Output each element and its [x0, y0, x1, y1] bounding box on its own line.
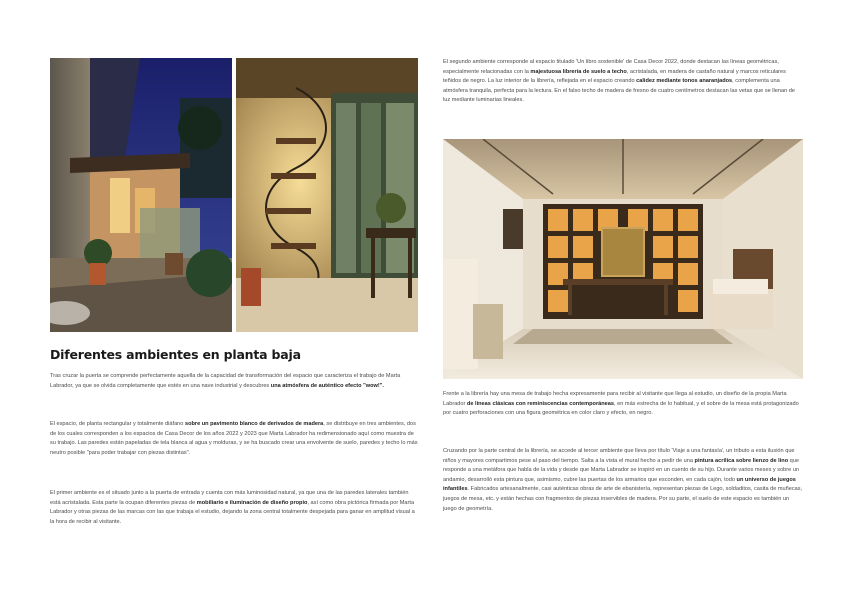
text-segment: , en más estrecha de lo habitual, y el sobre de la mesa está protagonizado por cuatro perforaciones con una figura geométrica en color claro y efecto, en negro.: [443, 400, 799, 417]
bold-segment: calidez mediante tonos anaranjados: [636, 78, 733, 85]
terrace-photo: [50, 58, 232, 332]
text-segment: que responde a una metáfora que habla de la vida y desde que Marta Labrador se inspiró en un cuento de su hijo. Durante varios meses y sobre un andamio, desarrolló esta pintura que, asimismo, cubre las puertas de los armarios que esconden, en cada cajón, todo: [443, 457, 800, 483]
staircase-photo: [236, 58, 418, 332]
left-paragraph-1: [50, 372, 420, 391]
bold-segment: sobre un pavimento blanco de derivados de madera: [184, 421, 324, 427]
right-paragraph-2: [443, 390, 803, 419]
text-segment: , complementa una atmósfera tranquila, perfecta para la lectura. En el falso techo de madera de fresno de cuatro centímetros destacan las vetas que se llenan de luz mediante luminarias lineales.: [443, 78, 795, 104]
text-segment: El segundo ambiente corresponde al espacio titulado 'Un libro sostenible' de Casa Decor 2022, donde destacan las líneas geométricas, especialmente relacionadas con la: [443, 59, 779, 75]
bold-segment: mobiliario e iluminación de diseño propio: [196, 499, 308, 506]
bold-segment: majestuosa librería de suelo a techo: [530, 68, 627, 75]
bold-segment: un universo de juegos infantiles: [443, 476, 796, 493]
right-paragraph-3: [443, 447, 803, 514]
section-heading: Diferentes ambientes en planta baja: [50, 347, 301, 362]
left-paragraph-2: [50, 420, 420, 458]
text-segment: , acristalada, en madera de castaño natural y marcos reticulares teñidos de negro. La luz interior de la librería, reflejada en el espacio creando: [443, 68, 786, 85]
bold-segment: una atmósfera de auténtico efecto "wow!".: [270, 382, 384, 389]
text-segment: El primer ambiente es el situado junto a la puerta de entrada y cuenta con más luminosidad natural, ya que una de las paredes laterales también está acristalada. Esta parte la ocupan diferentes piezas de: [50, 490, 409, 506]
text-segment: Frente a la librería hay una mesa de trabajo hecha expresamente para recibir al visitante que llega al estudio, un diseño de la propia Marta Labrador: [443, 391, 787, 407]
text-segment: . Fabricados artesanalmente, casi auténticas obras de arte de ebanistería, representan piezas de Lego, soldaditos, casita de muñecas, juegos de mesa, etc. y están hechas con fragmentos de piezas inservibles de madera. Por su parte, el suelo de este espacio es también un juego de geometría.: [443, 486, 803, 512]
bold-segment: pintura acrílica sobre lienzo de lino: [694, 457, 789, 464]
text-segment: Cruzando por la parte central de la librería, se accede al tercer ambiente que lleva por título 'Viaje a una fantasía', un tributo a esta ilusión que niños y mayores compartimos pese al paso del tiempo. Salta a la vista el mural hecho a pedir de una: [443, 448, 795, 464]
left-paragraph-3: [50, 489, 420, 527]
text-segment: El espacio, de planta rectangular y totalmente diáfano: [50, 421, 185, 427]
text-segment: Tras cruzar la puerta se comprende perfectamente aquella de la capacidad de transformación del espacio que caracteriza el trabajo de Marta Labrador, ya que se olvida completamente que estés en una nave industrial y descubres: [50, 373, 401, 389]
text-segment: , se distribuye en tres ambientes, dos de los cuales corresponden a los espacios de Casa Decor de los años 2022 y 2023 que Marta Labrador ha redimensionado aquí como muestra de su trabajo. Las paredes están papeladas de tela blanca al agua y molduras, y se ha buscado crear una envolvente de suelo, paredes y techo lo más neutro posible "para poder trabajar con piezas distintas".: [50, 421, 418, 456]
right-paragraph-1: [443, 58, 801, 106]
library-photo: [443, 139, 803, 379]
text-segment: , así como obra pictórica firmada por Marta Labrador y otras piezas de las marcas con las que trabaja el estudio, dejando la zona central totalmente despejada para ganar en amplitud visual a la hora de recibir al visitante.: [50, 499, 415, 525]
bold-segment: de líneas clásicas con reminiscencias contemporáneas: [466, 400, 615, 407]
